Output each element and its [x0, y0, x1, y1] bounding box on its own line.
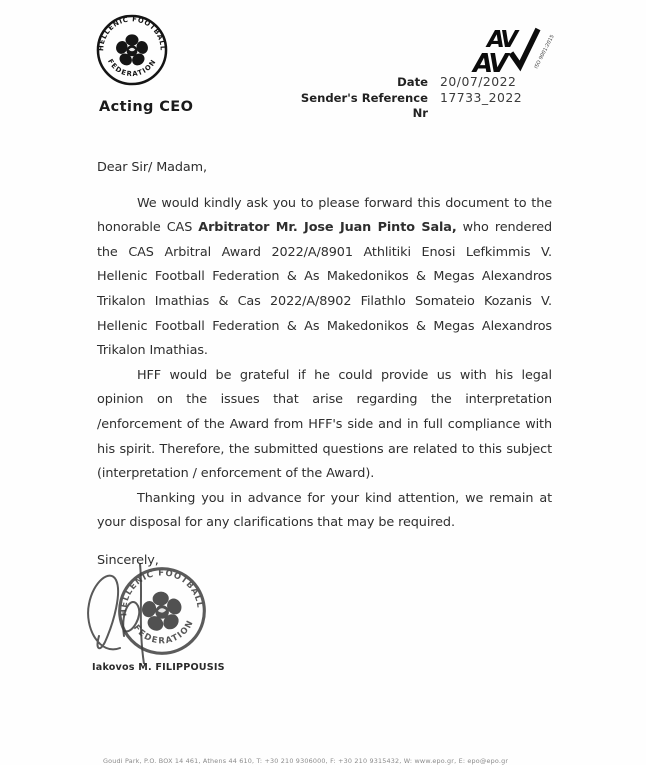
- date-row: [294, 74, 550, 90]
- closing: Sincerely,: [97, 552, 159, 568]
- paragraph-1-pre: We would kindly ask you to please forward this document to the honorable CAS: [97, 195, 552, 236]
- reference-row: [294, 90, 550, 121]
- soccer-ball-icon: [114, 34, 149, 67]
- reference-value: 17733_2022: [440, 90, 523, 106]
- sender-role-title: Acting CEO: [99, 99, 194, 115]
- stamp-top-arc-text: HELLENIC FOOTBALL: [118, 567, 206, 617]
- checkmark-icon: [511, 29, 538, 66]
- signature-stamp-icon: [80, 564, 230, 664]
- logo-bottom-arc-text: FEDERATION: [106, 57, 159, 79]
- salutation: Dear Sir/ Madam,: [97, 160, 207, 175]
- date-value: 20/07/2022: [440, 74, 517, 89]
- cert-letters-top: AV: [487, 27, 516, 53]
- paragraph-1: [97, 192, 552, 364]
- logo-top-arc-text: HELLENIC FOOTBALL: [97, 15, 167, 52]
- iso-certification-logo-icon: [459, 26, 556, 79]
- footer-address: Goudi Park, P.O. BOX 14 461, Athens 44 610, T: +30 210 9306000, F: +30 210 9315432, W: www.epo.gr, E: epo@epo.gr: [103, 757, 509, 765]
- date-label: Date: [397, 75, 428, 89]
- hff-federation-logo-icon: [95, 13, 169, 87]
- stamp-bottom-arc-text: FEDERATION: [131, 617, 196, 646]
- iso-label: ISO 9001:2015: [533, 33, 556, 70]
- cert-letters-bottom: AV: [473, 49, 506, 79]
- signature-block: [80, 564, 300, 673]
- reference-label: Sender's Reference Nr: [300, 91, 428, 121]
- letter-meta: [294, 74, 550, 122]
- paragraph-2: HFF would be grateful if he could provide us with his legal opinion on the issues that arise regarding the interpretation /enforcement of the Award from HFF's side and in full compliance with his spirit. Therefore, the submitted questions are related to this subject (interpretation / enforcement of the Award).: [97, 367, 552, 482]
- letter-body: [97, 156, 552, 586]
- signer-name: Iakovos M. FILIPPOUSIS: [92, 662, 225, 673]
- paragraph-1-post: who rendered the CAS Arbitral Award 2022/A/8901 Athlitiki Enosi Lefkimmis V. Hellenic Football Federation & As Makedonikos & Megas Alexandros Trikalon Imathias & Cas 2022/A/8902 Filathlo Somateio Kozanis V. Hellenic Football Federation & As Makedonikos & Megas Alexandros Trikalon Imathias.: [97, 220, 552, 359]
- paragraph-1-arbitrator-name: Arbitrator Mr. Jose Juan Pinto Sala,: [198, 220, 457, 236]
- svg-text:FEDERATION: [106, 58, 158, 79]
- paragraph-3: Thanking you in advance for your kind attention, we remain at your disposal for any clarifications that may be required.: [97, 490, 552, 531]
